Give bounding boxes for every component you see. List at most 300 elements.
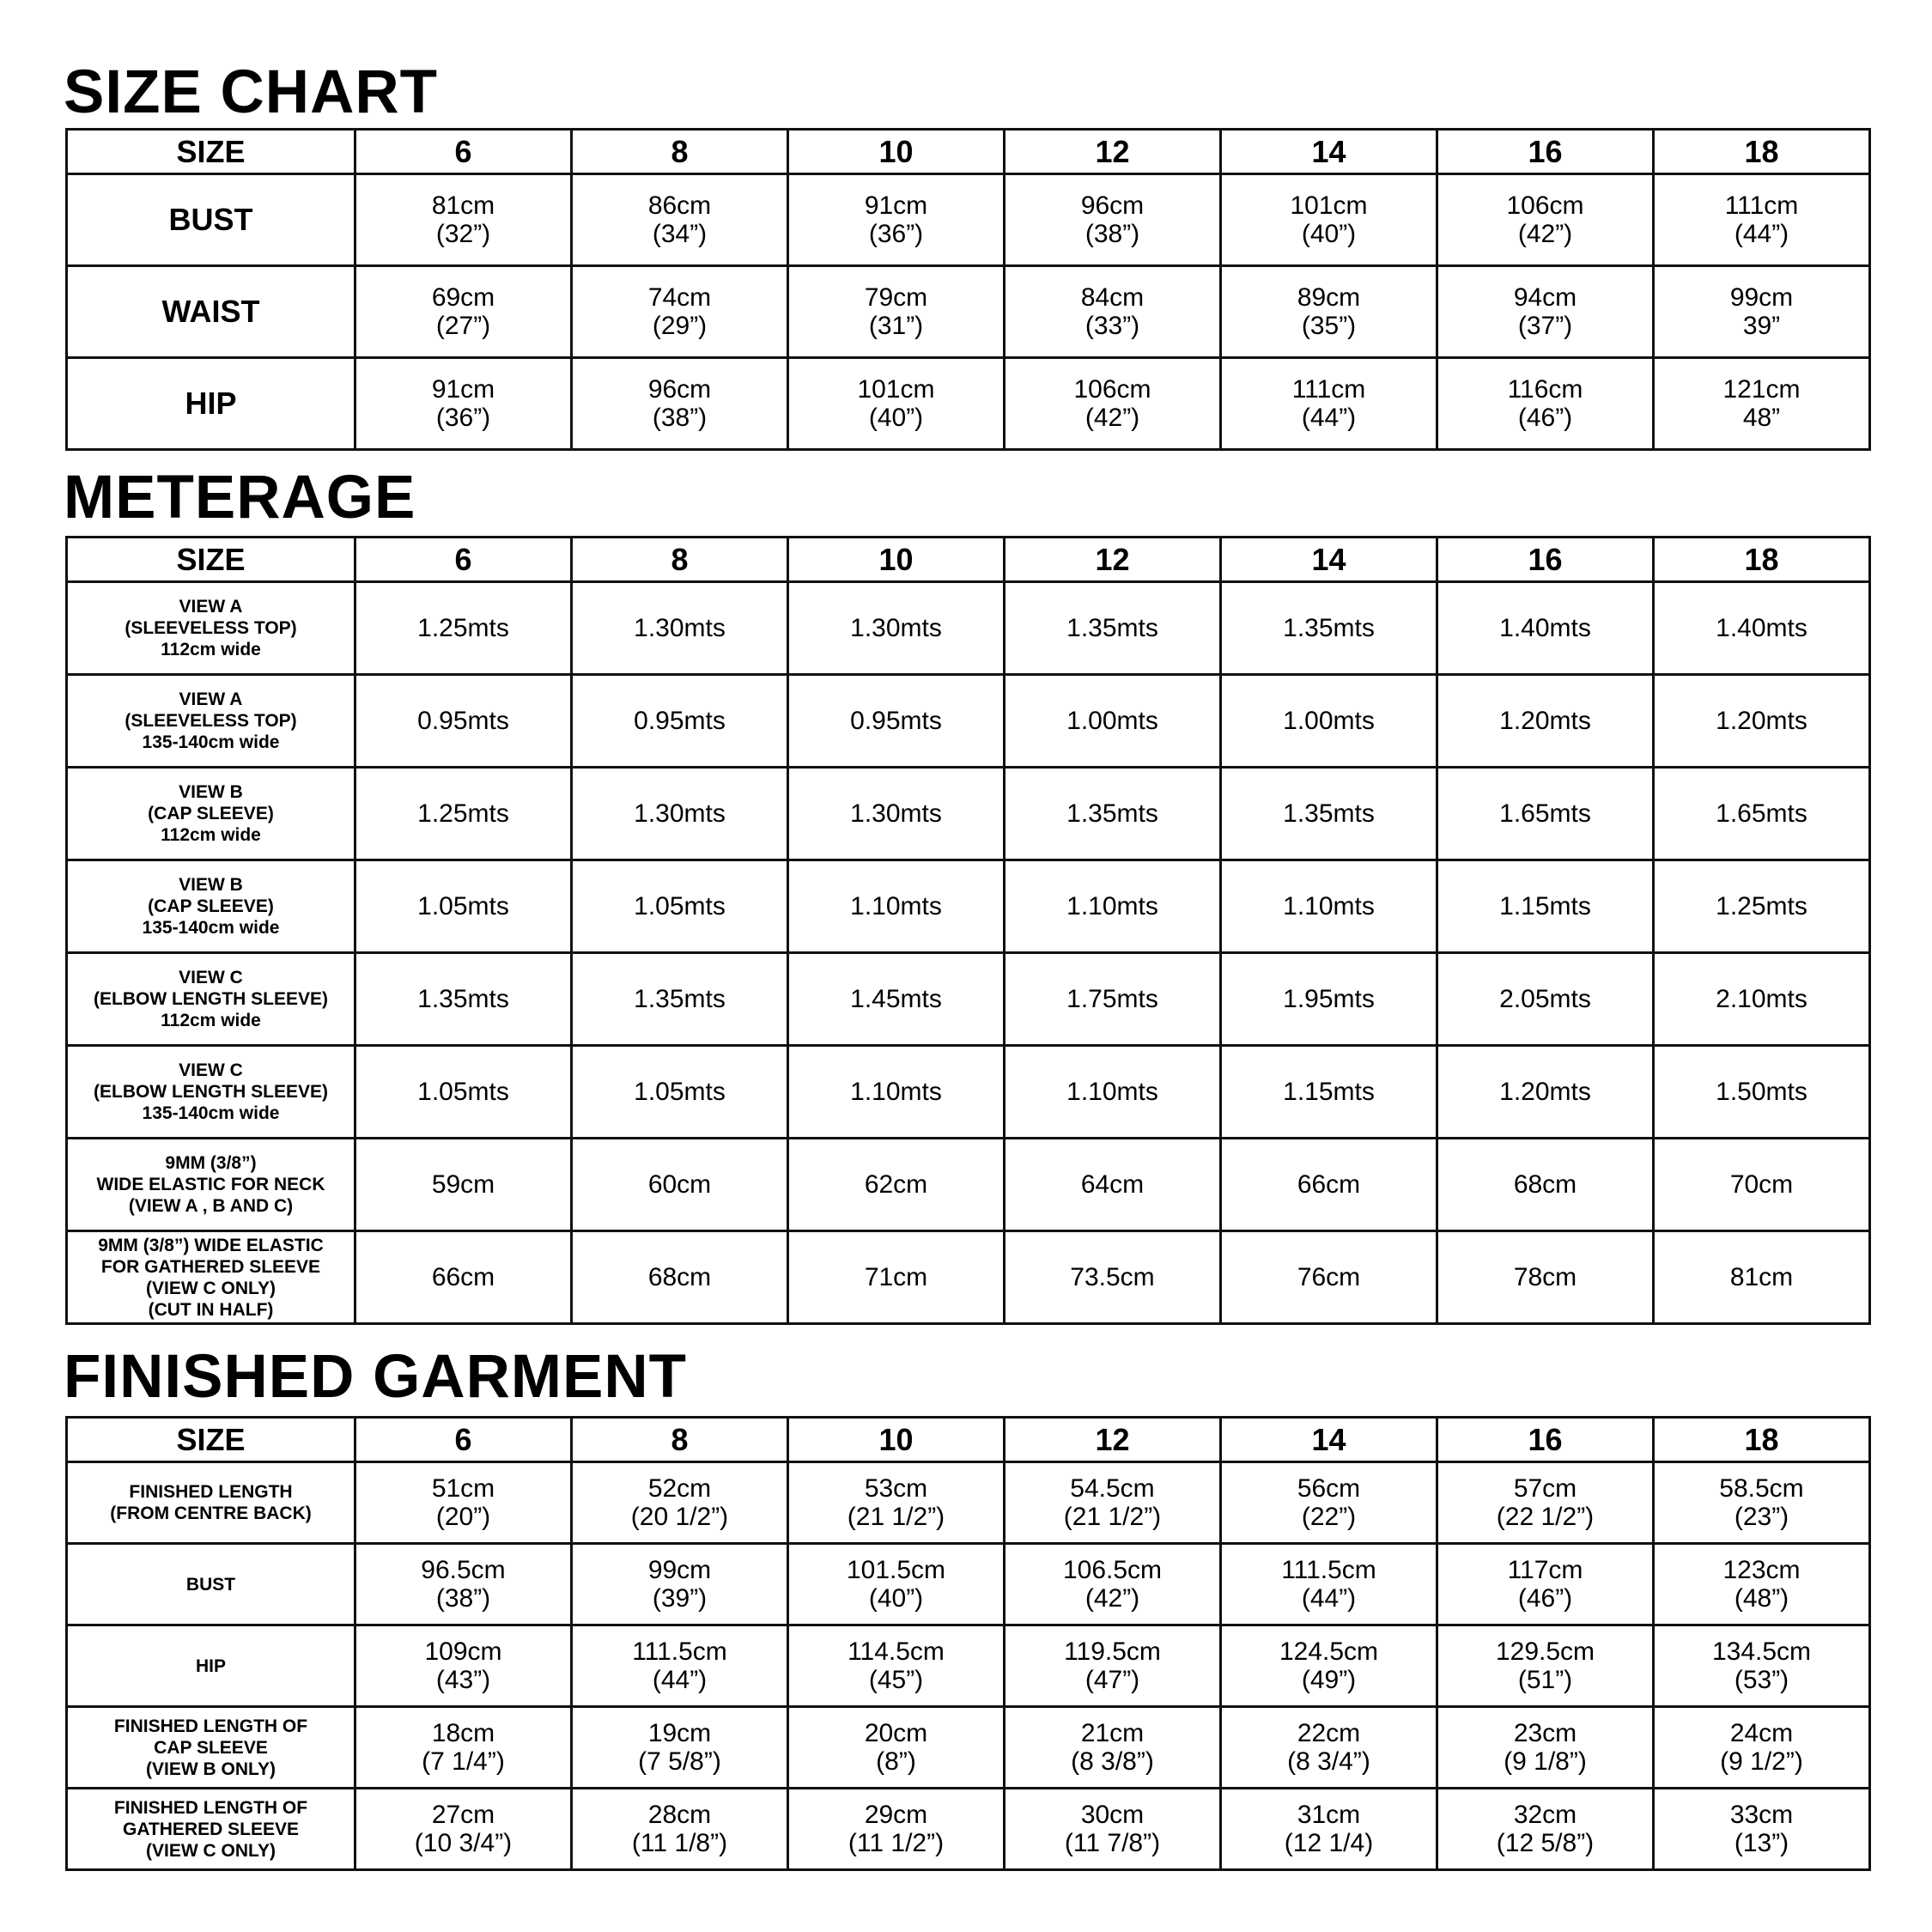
cm-value: 101cm	[857, 375, 935, 404]
table-cell	[1654, 1462, 1870, 1544]
label-line: 135-140cm wide	[142, 732, 280, 752]
table-cell: 1.65mts	[1437, 768, 1654, 860]
label-line: 112cm wide	[161, 640, 261, 659]
inch-value: (7 5/8”)	[638, 1747, 721, 1776]
table-cell: 1.50mts	[1654, 1046, 1870, 1139]
table-cell	[572, 1707, 788, 1789]
inch-value: (40”)	[868, 404, 924, 432]
table-cell	[1437, 174, 1654, 266]
inch-value: (38”)	[435, 1584, 491, 1613]
label-line: VIEW B	[179, 875, 243, 895]
table-cell	[1005, 1707, 1221, 1789]
table-row-bust	[67, 1544, 1870, 1625]
inch-value: (44”)	[652, 1666, 708, 1694]
label-line: FOR GATHERED SLEEVE	[100, 1256, 321, 1277]
table-cell	[1654, 1707, 1870, 1789]
table-cell	[1221, 174, 1437, 266]
table-cell: 73.5cm	[1005, 1231, 1221, 1324]
finished-garment-table	[65, 1416, 1871, 1871]
table-cell: 66cm	[1221, 1139, 1437, 1231]
cm-value: 21cm	[1080, 1719, 1145, 1747]
cm-value: 111cm	[1724, 191, 1799, 220]
table-cell	[788, 1544, 1005, 1625]
table-cell: 0.95mts	[572, 675, 788, 768]
row-label	[67, 1462, 355, 1544]
cm-value: 57cm	[1513, 1474, 1577, 1503]
table-cell: 1.30mts	[788, 768, 1005, 860]
cm-value: 121cm	[1722, 375, 1801, 404]
label-line: (CAP SLEEVE)	[148, 896, 274, 916]
table-cell: 1.75mts	[1005, 953, 1221, 1046]
table-cell: 1.10mts	[1005, 1046, 1221, 1139]
table-cell	[1437, 358, 1654, 450]
table-cell: 1.35mts	[572, 953, 788, 1046]
size-header-18: 18	[1654, 130, 1870, 174]
size-header-8: 8	[572, 538, 788, 582]
cm-value: 96cm	[1080, 191, 1145, 220]
size-header-16: 16	[1437, 1418, 1654, 1462]
inch-value: (42”)	[1084, 1584, 1140, 1613]
size-header-6: 6	[355, 130, 572, 174]
label-line: (VIEW A , B AND C)	[128, 1196, 294, 1216]
table-cell	[788, 1707, 1005, 1789]
inch-value: (29”)	[652, 312, 708, 340]
size-header-18: 18	[1654, 1418, 1870, 1462]
table-cell	[355, 1544, 572, 1625]
row-label	[67, 860, 355, 953]
table-cell: 1.40mts	[1654, 582, 1870, 675]
label-line: 9MM (3/8”)	[165, 1153, 257, 1173]
label-line: (ELBOW LENGTH SLEEVE)	[94, 1082, 328, 1102]
size-header-16: 16	[1437, 538, 1654, 582]
cm-value: 134.5cm	[1711, 1637, 1812, 1666]
label-line: BUST	[185, 1574, 236, 1595]
table-cell	[788, 1462, 1005, 1544]
row-label	[67, 953, 355, 1046]
table-cell	[355, 1462, 572, 1544]
cm-value: 119.5cm	[1064, 1637, 1161, 1666]
table-cell	[572, 1462, 788, 1544]
inch-value: (46”)	[1517, 404, 1573, 432]
table-cell: 1.20mts	[1437, 675, 1654, 768]
table-cell	[1005, 174, 1221, 266]
inch-value: (22 1/2”)	[1496, 1503, 1595, 1531]
table-cell: 62cm	[788, 1139, 1005, 1231]
cm-value: 91cm	[431, 375, 495, 404]
table-cell: 1.65mts	[1654, 768, 1870, 860]
cm-value: 124.5cm	[1279, 1637, 1379, 1666]
row-label	[67, 1544, 355, 1625]
size-chart-title: SIZE CHART	[64, 58, 438, 126]
table-cell	[1221, 1625, 1437, 1707]
table-cell	[355, 266, 572, 358]
table-row	[67, 768, 1870, 860]
table-row-hip	[67, 1625, 1870, 1707]
cm-value: 89cm	[1297, 283, 1361, 312]
cm-value: 79cm	[864, 283, 928, 312]
cm-value: 69cm	[431, 283, 495, 312]
table-cell: 1.20mts	[1437, 1046, 1654, 1139]
size-chart-table	[65, 128, 1871, 451]
table-cell: 1.30mts	[788, 582, 1005, 675]
cm-value: 96.5cm	[421, 1556, 506, 1584]
size-header-10: 10	[788, 538, 1005, 582]
cm-value: 23cm	[1513, 1719, 1577, 1747]
inch-value: (11 7/8”)	[1064, 1829, 1161, 1857]
table-cell: 1.10mts	[1221, 860, 1437, 953]
size-header-label: SIZE	[67, 130, 355, 174]
cm-value: 32cm	[1513, 1801, 1577, 1829]
label-line: 135-140cm wide	[142, 1103, 280, 1123]
table-cell: 1.10mts	[788, 860, 1005, 953]
table-cell	[1221, 1707, 1437, 1789]
size-header-16: 16	[1437, 130, 1654, 174]
size-header-12: 12	[1005, 538, 1221, 582]
row-label	[67, 1789, 355, 1870]
inch-value: (43”)	[435, 1666, 491, 1694]
cm-value: 31cm	[1297, 1801, 1361, 1829]
table-cell	[1005, 1625, 1221, 1707]
inch-value: (51”)	[1517, 1666, 1573, 1694]
label-line: (ELBOW LENGTH SLEEVE)	[94, 989, 328, 1009]
inch-value: (9 1/8”)	[1504, 1747, 1587, 1776]
table-cell	[1221, 1544, 1437, 1625]
table-cell	[1221, 1462, 1437, 1544]
table-cell	[1437, 1462, 1654, 1544]
row-label: WAIST	[67, 266, 355, 358]
cm-value: 18cm	[431, 1719, 495, 1747]
table-cell: 1.10mts	[1005, 860, 1221, 953]
cm-value: 111cm	[1291, 375, 1366, 404]
cm-value: 101.5cm	[846, 1556, 946, 1584]
table-cell	[1221, 266, 1437, 358]
label-line: VIEW B	[179, 782, 243, 802]
table-cell: 0.95mts	[788, 675, 1005, 768]
inch-value: (37”)	[1517, 312, 1573, 340]
table-cell: 71cm	[788, 1231, 1005, 1324]
size-header-12: 12	[1005, 1418, 1221, 1462]
inch-value: (40”)	[1301, 220, 1357, 248]
size-header-6: 6	[355, 1418, 572, 1462]
inch-value: (8”)	[876, 1747, 916, 1776]
size-header-8: 8	[572, 130, 788, 174]
inch-value: (13”)	[1734, 1829, 1789, 1857]
table-cell	[572, 1789, 788, 1870]
table-row-cap-sleeve	[67, 1707, 1870, 1789]
table-cell	[1654, 1789, 1870, 1870]
table-row-bust	[67, 174, 1870, 266]
row-label	[67, 1625, 355, 1707]
cm-value: 96cm	[647, 375, 712, 404]
label-line: FINISHED LENGTH OF	[113, 1797, 308, 1818]
inch-value: 48”	[1742, 404, 1781, 432]
table-cell: 68cm	[1437, 1139, 1654, 1231]
table-cell	[1005, 1544, 1221, 1625]
cm-value: 99cm	[647, 1556, 712, 1584]
table-cell: 1.35mts	[1221, 582, 1437, 675]
inch-value: (46”)	[1517, 1584, 1573, 1613]
inch-value: (8 3/4”)	[1287, 1747, 1370, 1776]
table-cell: 1.15mts	[1437, 860, 1654, 953]
table-cell: 1.40mts	[1437, 582, 1654, 675]
size-chart-header-row	[67, 130, 1870, 174]
cm-value: 106cm	[1506, 191, 1584, 220]
size-header-10: 10	[788, 130, 1005, 174]
finished-garment-title: FINISHED GARMENT	[64, 1343, 687, 1411]
table-cell: 1.05mts	[355, 860, 572, 953]
table-cell	[355, 358, 572, 450]
label-line: 9MM (3/8”) WIDE ELASTIC	[98, 1235, 324, 1255]
label-line: (VIEW B ONLY)	[146, 1759, 276, 1779]
table-row-finished-length	[67, 1462, 1870, 1544]
table-cell: 1.35mts	[1005, 768, 1221, 860]
cm-value: 29cm	[864, 1801, 928, 1829]
cm-value: 33cm	[1729, 1801, 1794, 1829]
table-cell	[788, 266, 1005, 358]
row-label	[67, 1707, 355, 1789]
label-line: CAP SLEEVE	[154, 1737, 268, 1758]
table-cell	[1437, 266, 1654, 358]
label-line: GATHERED SLEEVE	[123, 1819, 299, 1839]
meterage-header-row	[67, 538, 1870, 582]
label-line: (CUT IN HALF)	[148, 1299, 274, 1320]
table-cell: 78cm	[1437, 1231, 1654, 1324]
label-line: (SLEEVELESS TOP)	[125, 618, 297, 638]
cm-value: 51cm	[431, 1474, 495, 1503]
table-cell: 1.25mts	[355, 768, 572, 860]
row-label: HIP	[67, 358, 355, 450]
inch-value: (45”)	[868, 1666, 924, 1694]
table-cell	[355, 1707, 572, 1789]
table-cell: 1.00mts	[1221, 675, 1437, 768]
label-line: 112cm wide	[161, 1011, 261, 1030]
table-cell: 60cm	[572, 1139, 788, 1231]
inch-value: (34”)	[652, 220, 708, 248]
label-line: (VIEW C ONLY)	[146, 1840, 276, 1861]
size-header-12: 12	[1005, 130, 1221, 174]
inch-value: (9 1/2”)	[1720, 1747, 1803, 1776]
label-line: (CAP SLEEVE)	[148, 804, 274, 823]
table-cell	[788, 174, 1005, 266]
cm-value: 117cm	[1507, 1556, 1583, 1584]
cm-value: 52cm	[647, 1474, 712, 1503]
table-row	[67, 582, 1870, 675]
label-line: WIDE ELASTIC FOR NECK	[96, 1175, 325, 1194]
table-cell	[355, 1625, 572, 1707]
inch-value: (38”)	[1084, 220, 1140, 248]
row-label	[67, 1139, 355, 1231]
inch-value: (12 5/8”)	[1496, 1829, 1595, 1857]
cm-value: 114.5cm	[848, 1637, 945, 1666]
row-label	[67, 675, 355, 768]
table-cell	[572, 358, 788, 450]
inch-value: (39”)	[652, 1584, 708, 1613]
table-cell: 64cm	[1005, 1139, 1221, 1231]
label-line: VIEW A	[179, 597, 243, 617]
label-line: VIEW C	[179, 968, 243, 987]
label-line: HIP	[195, 1656, 226, 1676]
label-line: (SLEEVELESS TOP)	[125, 711, 297, 731]
cm-value: 116cm	[1507, 375, 1583, 404]
label-line: (FROM CENTRE BACK)	[110, 1504, 312, 1523]
cm-value: 111.5cm	[632, 1637, 727, 1666]
inch-value: (20”)	[435, 1503, 491, 1531]
inch-value: (27”)	[435, 312, 491, 340]
table-cell	[1437, 1789, 1654, 1870]
cm-value: 101cm	[1290, 191, 1368, 220]
inch-value: (12 1/4)	[1284, 1829, 1374, 1857]
table-row	[67, 675, 1870, 768]
inch-value: (21 1/2”)	[847, 1503, 945, 1531]
row-label	[67, 1231, 355, 1324]
inch-value: (42”)	[1517, 220, 1573, 248]
cm-value: 22cm	[1297, 1719, 1361, 1747]
table-cell	[1005, 1789, 1221, 1870]
table-cell	[788, 1789, 1005, 1870]
label-line: (VIEW C ONLY)	[146, 1278, 276, 1298]
inch-value: (10 3/4”)	[414, 1829, 513, 1857]
table-cell: 81cm	[1654, 1231, 1870, 1324]
label-line: FINISHED LENGTH OF	[113, 1716, 308, 1736]
table-cell	[572, 1625, 788, 1707]
cm-value: 86cm	[647, 191, 712, 220]
size-header-label: SIZE	[67, 1418, 355, 1462]
table-row	[67, 1046, 1870, 1139]
table-cell	[1005, 1462, 1221, 1544]
size-header-8: 8	[572, 1418, 788, 1462]
inch-value: (11 1/8”)	[631, 1829, 728, 1857]
cm-value: 58.5cm	[1719, 1474, 1804, 1503]
label-line: VIEW C	[179, 1060, 243, 1080]
cm-value: 24cm	[1729, 1719, 1794, 1747]
inch-value: (31”)	[868, 312, 924, 340]
table-cell: 1.20mts	[1654, 675, 1870, 768]
cm-value: 74cm	[647, 283, 712, 312]
table-cell	[788, 1625, 1005, 1707]
table-row	[67, 1231, 1870, 1324]
cm-value: 109cm	[424, 1637, 502, 1666]
table-cell	[1437, 1707, 1654, 1789]
cm-value: 106cm	[1073, 375, 1151, 404]
table-cell	[572, 174, 788, 266]
cm-value: 53cm	[864, 1474, 928, 1503]
inch-value: (42”)	[1084, 404, 1140, 432]
row-label	[67, 1046, 355, 1139]
table-cell	[1654, 174, 1870, 266]
table-row-gathered-sleeve	[67, 1789, 1870, 1870]
size-header-6: 6	[355, 538, 572, 582]
table-cell	[1437, 1625, 1654, 1707]
label-line: 135-140cm wide	[142, 918, 280, 938]
inch-value: (36”)	[435, 404, 491, 432]
cm-value: 19cm	[647, 1719, 712, 1747]
cm-value: 123cm	[1722, 1556, 1801, 1584]
table-row	[67, 860, 1870, 953]
inch-value: (23”)	[1734, 1503, 1789, 1531]
cm-value: 54.5cm	[1070, 1474, 1155, 1503]
cm-value: 81cm	[431, 191, 495, 220]
size-header-14: 14	[1221, 538, 1437, 582]
table-row	[67, 953, 1870, 1046]
cm-value: 84cm	[1080, 283, 1145, 312]
cm-value: 99cm	[1729, 283, 1794, 312]
table-cell: 1.95mts	[1221, 953, 1437, 1046]
table-cell: 1.45mts	[788, 953, 1005, 1046]
cm-value: 28cm	[647, 1801, 712, 1829]
table-cell	[1005, 266, 1221, 358]
cm-value: 56cm	[1297, 1474, 1361, 1503]
inch-value: (8 3/8”)	[1071, 1747, 1154, 1776]
table-row-waist	[67, 266, 1870, 358]
inch-value: (36”)	[868, 220, 924, 248]
table-row-hip	[67, 358, 1870, 450]
table-cell	[355, 1789, 572, 1870]
table-cell	[572, 266, 788, 358]
table-cell: 66cm	[355, 1231, 572, 1324]
table-cell: 1.35mts	[355, 953, 572, 1046]
label-line: VIEW A	[179, 690, 243, 709]
table-cell	[1437, 1544, 1654, 1625]
table-cell	[1654, 266, 1870, 358]
inch-value: (44”)	[1734, 220, 1789, 248]
table-cell: 70cm	[1654, 1139, 1870, 1231]
size-header-10: 10	[788, 1418, 1005, 1462]
table-cell: 2.10mts	[1654, 953, 1870, 1046]
inch-value: (21 1/2”)	[1063, 1503, 1162, 1531]
table-cell: 76cm	[1221, 1231, 1437, 1324]
table-cell: 1.10mts	[788, 1046, 1005, 1139]
size-header-14: 14	[1221, 1418, 1437, 1462]
table-cell	[572, 1544, 788, 1625]
table-cell: 1.30mts	[572, 768, 788, 860]
meterage-title: METERAGE	[64, 464, 416, 532]
finished-garment-header-row	[67, 1418, 1870, 1462]
table-cell	[1654, 1544, 1870, 1625]
row-label: BUST	[67, 174, 355, 266]
table-cell: 1.15mts	[1221, 1046, 1437, 1139]
inch-value: (33”)	[1084, 312, 1140, 340]
row-label	[67, 768, 355, 860]
table-cell	[788, 358, 1005, 450]
table-cell: 1.25mts	[1654, 860, 1870, 953]
meterage-table	[65, 536, 1871, 1325]
table-cell: 1.00mts	[1005, 675, 1221, 768]
size-header-14: 14	[1221, 130, 1437, 174]
inch-value: (20 1/2”)	[630, 1503, 729, 1531]
size-header-18: 18	[1654, 538, 1870, 582]
size-header-label: SIZE	[67, 538, 355, 582]
row-label	[67, 582, 355, 675]
table-cell: 1.25mts	[355, 582, 572, 675]
table-cell: 1.05mts	[572, 860, 788, 953]
table-row	[67, 1139, 1870, 1231]
table-cell: 0.95mts	[355, 675, 572, 768]
table-cell	[1005, 358, 1221, 450]
label-line: FINISHED LENGTH	[129, 1482, 293, 1502]
inch-value: (44”)	[1301, 1584, 1357, 1613]
inch-value: (49”)	[1301, 1666, 1357, 1694]
cm-value: 94cm	[1513, 283, 1577, 312]
inch-value: (7 1/4”)	[422, 1747, 505, 1776]
inch-value: (32”)	[435, 220, 491, 248]
cm-value: 111.5cm	[1281, 1556, 1376, 1584]
inch-value: (44”)	[1301, 404, 1357, 432]
cm-value: 30cm	[1080, 1801, 1145, 1829]
inch-value: (53”)	[1734, 1666, 1789, 1694]
inch-value: (38”)	[652, 404, 708, 432]
cm-value: 91cm	[864, 191, 928, 220]
table-cell: 1.05mts	[355, 1046, 572, 1139]
